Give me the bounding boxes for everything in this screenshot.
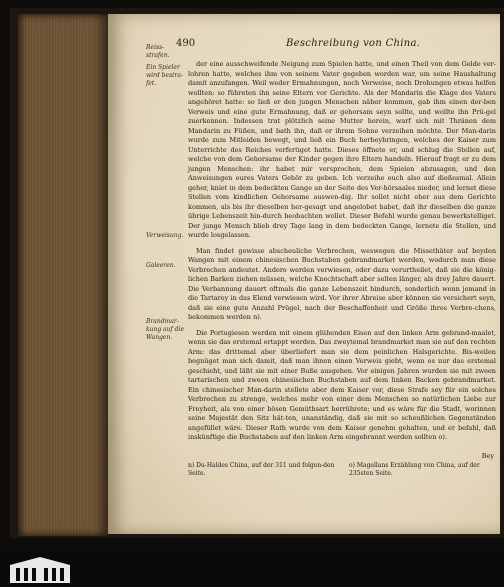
footnote: n) Du-Haldes China, auf der 311 und folgen-den Seite. bbox=[188, 462, 335, 477]
margin-note-spieler: Ein Spieler wird bestra-fet. bbox=[146, 64, 184, 87]
footer-bar bbox=[0, 552, 504, 587]
page-header bbox=[176, 38, 492, 52]
margin-note-reiss-strafen: Reiss-strafen. bbox=[146, 44, 170, 59]
paragraph: Die Portugiesen werden mit einem glühenden Eisen auf den linken Arm gebrand-maalet, wenn sie das erstemal ertappt werden. Das zweytemal brandmarket man sie auf den rechten Arm: das drittemal aber überliefert man sie dem peinlichen Halsgerichte. Bis-weilen begnüget man sich damit, daß man ihnen einen Verweis giebt, wenn es nur das erstemal geschieht, und läßt sie mit einer Buße ausgehen. Vor einigen Jahren wurden sie mit zween tartarischen und zween chinesischen Buchstaben auf dem linken Backen gebrandmarket. Ein chinesischer Man-darin stellete aber dem Kaiser vor, diese Strafe sey für ein solches Verbrechen zu strenge, welches mehr von einer dem Menschen so natürlichen Liebe zur Freyheit, als von einer bösen Gemüthsart herrührete; und es wäre für die Stadt, worinnen seine Majestät den Sitz hät-ten, unanständig, daß sie mit so scheußlichen Gegenständen angefüllet wäre. Dieser Rath wurde von dem Kaiser genehm gehalten, und er befahl, daß inskünftige die Buchstaben auf den linken Arm eingebrannt werden sollten o). bbox=[188, 328, 496, 441]
catchword: Bey bbox=[481, 452, 494, 460]
book-fore-edge bbox=[18, 14, 108, 536]
footnote: o) Magellans Erzählung von China, auf der 235sten Seite. bbox=[349, 462, 480, 477]
running-title: Beschreibung von China. bbox=[286, 38, 421, 49]
margin-note-brandmarkung: Brandmar-kung auf die Wangen. bbox=[146, 318, 184, 341]
paragraph: der eine ausschweifende Neigung zum Spielen hatte, und einen Theil von dem Gelde ver-lohren hatte, welches ihm von seinem Vater gegeben worden war, um seine Haushaltung damit anzufangen. Weil weder Ermahnungen, noch Verweise, noch Drohungen etwas helfen wollten: so führeten ihn seine Eltern vor Gerichte. Als der Mandarin die Klage des Vaters angehöret hatte: so ließ er den jungen Menschen näher kommen, gab ihm einen der-ben Verweis und eine gute Ermahnung, daß er gehorsam seyn sollte, und wollte ihn Prü-gel zuerkennen. Indessen trat plötzlich seine Mutter herein, warf sich mit Thränen dem Mandarin zu Füßen, und bath ihn, daß er ihrem Sohne verzeihen möchte. Der Man-darin wurde zum Mitleiden bewegt, und ließ ein Buch herbeybringen, welches der Kaiser zum Unterrichte des Reiches verfertiget hatte. Dieses öffnete er, und schlug die Stellen auf, welche von dem Gehorsame der Kinder gegen ihre Eltern handeln. Hierauf fragt er zu dem jungen Menschen: ihr habet mir versprochen, dem Spielen abzusagen, und den Anweisungen eures Vaters Gehör zu geben. Ich verzeihe euch also auf dießesmal. Allein geher, kniet in dem bedeckten Gange an der Seite des Ver-hörsaales nieder, und lernet diese Stellen vom kindlichen Gehorsame auswen-dig. Ihr sollet nicht eher aus dem Gerichte kommen, als bis ihr dieselben her-gesagt und angelobet habet, daß ihr dieselben die ganze übrige Lebenszeit hin-durch beobachten wollet. Dieser Befehl wurde genau bewerkstelliget. Der junge Mensch blieb drey Tage lang in dem bedeckten Gange, lernete die Stellen, und wurde losgelassen. bbox=[188, 60, 496, 239]
main-text bbox=[188, 60, 496, 445]
library-logo bbox=[8, 555, 72, 585]
page-number: 490 bbox=[176, 38, 196, 49]
margin-note-verweisung: Verweisung. bbox=[146, 232, 184, 239]
footnotes bbox=[188, 462, 496, 478]
paragraph: Man findet gewisse abscheuliche Verbrechen, weswegen die Missethäter auf beyden Wangen mit einem chinesischen Buchstaben gebrandmarket werden, wodurch man diese Verbrechen andeutet. Andere werden verwiesen, oder dazu verurtheilet, daß sie die könig-lichen Barken ziehen müssen, welche Knechtschaft aber selten länger, als drey Jahre dauert. Die Verbannung dauert oftmals die ganze Lebenszeit hindurch, sonderlich wenn jemand in die Tartarey in das Elend verwiesen wird. Vor ihrer Abreise aber können sie versichert seyn, daß sie eine gute Anzahl Prügel, nach der Beschaffenheit und Größe ihres Verbre-chens, bekommen werden n). bbox=[188, 246, 496, 321]
margin-note-galeeren: Galeeren. bbox=[146, 262, 176, 269]
